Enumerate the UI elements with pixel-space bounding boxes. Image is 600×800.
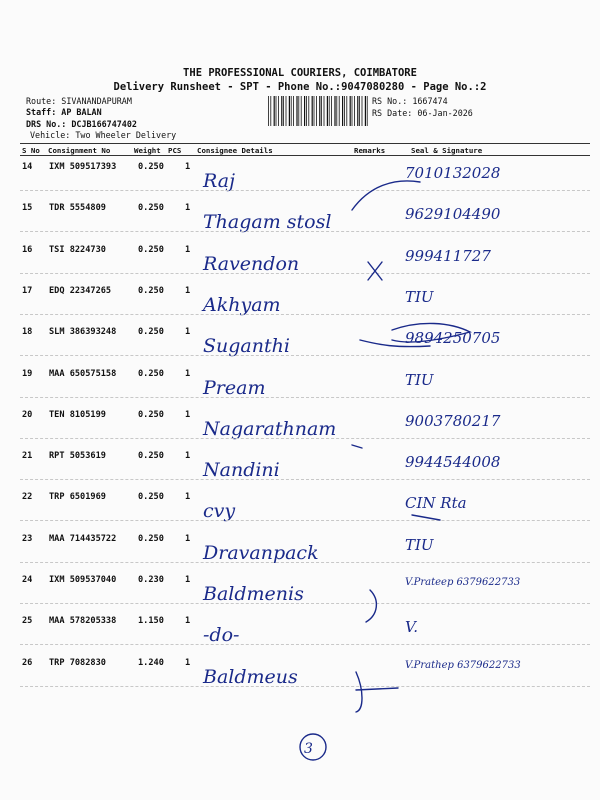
row-pcs: 1 xyxy=(185,533,191,544)
row-pcs: 1 xyxy=(185,451,191,462)
barcode-bar xyxy=(283,96,284,126)
row-weight: 0.250 xyxy=(138,409,164,420)
row-consignment-no: EDQ 22347265 xyxy=(49,285,112,296)
row-signature-handwritten: 9003780217 xyxy=(405,411,501,430)
row-consignment-no: TEN 8105199 xyxy=(49,409,106,420)
row-consignee-handwritten: Akhyam xyxy=(203,293,281,316)
barcode-bar xyxy=(350,96,351,126)
barcode-bar xyxy=(319,96,320,126)
row-consignment-no: SLM 386393248 xyxy=(49,327,117,338)
row-pcs: 1 xyxy=(185,409,191,420)
row-separator xyxy=(20,438,590,439)
barcode-bar xyxy=(339,96,340,126)
page-mark: 3 xyxy=(304,741,313,757)
col-sno: S No xyxy=(22,146,40,155)
row-separator xyxy=(20,355,590,356)
row-signature-handwritten: 9629104490 xyxy=(405,205,501,224)
row-weight: 0.230 xyxy=(138,575,164,585)
row-pcs: 1 xyxy=(185,616,191,627)
row-signature-handwritten: 9944544008 xyxy=(405,453,501,472)
barcode-bar xyxy=(362,96,363,126)
barcode-bar xyxy=(281,96,282,126)
row-weight: 0.250 xyxy=(138,244,164,255)
row-separator xyxy=(20,562,590,563)
row-pcs: 1 xyxy=(185,657,191,668)
col-consignee: Consignee Details xyxy=(197,146,273,155)
row-separator xyxy=(20,644,590,645)
row-weight: 1.240 xyxy=(138,657,164,668)
header-rule-bottom xyxy=(20,155,590,156)
barcode-bar xyxy=(354,96,355,126)
col-seal-signature: Seal & Signature xyxy=(411,146,483,155)
runsheet-subtitle: Delivery Runsheet - SPT - Phone No.:9047080280 - Page No.:2 xyxy=(113,81,487,93)
row-pcs: 1 xyxy=(185,203,191,214)
row-consignee-handwritten: Nagarathnam xyxy=(203,417,337,440)
row-separator xyxy=(20,231,590,232)
barcode-bar xyxy=(296,96,297,126)
row-consignment-no: IXM 509517393 xyxy=(49,162,117,172)
row-consignee-handwritten: Nandini xyxy=(203,459,280,482)
barcode-bar xyxy=(274,96,275,126)
barcode-bar xyxy=(321,96,322,126)
page-circle xyxy=(300,734,326,760)
row-sno: 22 xyxy=(22,492,33,503)
barcode-bar xyxy=(352,96,353,126)
row-pcs: 1 xyxy=(185,162,191,172)
row-sno: 18 xyxy=(22,327,33,338)
row-separator xyxy=(20,603,590,604)
barcode-bar xyxy=(291,96,292,126)
row-consignment-no: TRP 6501969 xyxy=(49,492,106,503)
drs-label: DRS No.: DCJB166747402 xyxy=(26,119,137,129)
row-consignment-no: TSI 8224730 xyxy=(49,244,106,255)
row-consignee-handwritten: Ravendon xyxy=(203,252,300,275)
barcode-bar xyxy=(268,96,269,126)
remark-mark-16 xyxy=(368,262,382,280)
row-signature-handwritten: V.Prateep 6379622733 xyxy=(405,577,521,588)
row-separator xyxy=(20,397,590,398)
row-separator xyxy=(20,479,590,480)
row-sno: 26 xyxy=(22,657,33,668)
row-signature-handwritten: TIU xyxy=(405,287,434,306)
row-sno: 20 xyxy=(22,409,33,420)
row-separator xyxy=(20,314,590,315)
vehicle-label: Vehicle: Two Wheeler Delivery xyxy=(30,130,177,140)
row-consignee-handwritten: Pream xyxy=(203,376,266,399)
row-signature-handwritten: V.Prathep 6379622733 xyxy=(405,659,521,671)
barcode-bar xyxy=(365,96,366,126)
route-label: Route: SIVANANDAPURAM xyxy=(26,96,132,106)
row-consignment-no: MAA 578205338 xyxy=(49,616,117,627)
row-consignee-handwritten: Suganthi xyxy=(203,335,290,358)
row-sno: 14 xyxy=(22,162,33,172)
row-weight: 1.150 xyxy=(138,616,164,627)
row-sno: 16 xyxy=(22,244,33,255)
barcode-bar xyxy=(289,96,290,126)
rs-date: RS Date: 06-Jan-2026 xyxy=(372,108,473,118)
col-remarks: Remarks xyxy=(354,146,386,155)
barcode-bar xyxy=(278,96,279,126)
row-consignment-no: RPT 5053619 xyxy=(49,451,106,462)
row-sno: 19 xyxy=(22,368,33,379)
row-consignment-no: TDR 5554809 xyxy=(49,203,106,214)
row-signature-handwritten: 999411727 xyxy=(405,246,491,265)
row-consignee-handwritten: Baldmeus xyxy=(203,665,298,688)
barcode-bar xyxy=(306,96,307,126)
barcode-bar xyxy=(312,96,313,126)
header-rule-top xyxy=(20,143,590,144)
row-pcs: 1 xyxy=(185,327,191,338)
row-consignment-no: MAA 650575158 xyxy=(49,368,117,379)
row-consignment-no: IXM 509537040 xyxy=(49,575,117,585)
row-weight: 0.250 xyxy=(138,492,164,503)
row-separator xyxy=(20,686,590,687)
row-signature-handwritten: 7010132028 xyxy=(405,164,501,182)
row-signature-handwritten: TIU xyxy=(405,370,434,389)
row-weight: 0.250 xyxy=(138,285,164,296)
barcode-bar xyxy=(359,96,360,126)
row-weight: 0.250 xyxy=(138,533,164,544)
remark-mark-20 xyxy=(352,445,362,448)
bracket-24 xyxy=(366,590,376,622)
row-consignee-handwritten: Baldmenis xyxy=(203,583,304,605)
barcode-bar xyxy=(329,96,330,126)
row-signature-handwritten: V. xyxy=(405,618,418,637)
row-consignee-handwritten: -do- xyxy=(203,624,240,647)
row-sno: 25 xyxy=(22,616,33,627)
row-consignee-handwritten: cvy xyxy=(203,500,236,523)
company-title: THE PROFESSIONAL COURIERS, COIMBATORE xyxy=(183,67,417,79)
row-sno: 15 xyxy=(22,203,33,214)
row-sno: 17 xyxy=(22,285,33,296)
barcode-bar xyxy=(334,96,335,126)
barcode-bar xyxy=(346,96,347,126)
row-consignee-handwritten: Thagam stosl xyxy=(203,211,332,234)
barcode-bar xyxy=(331,96,332,126)
barcode-bar xyxy=(276,96,277,126)
row-sno: 23 xyxy=(22,533,33,544)
col-consignment: Consignment No xyxy=(48,146,111,155)
remark-mark-22 xyxy=(412,515,440,520)
barcode-bar xyxy=(316,96,317,126)
barcode xyxy=(268,96,368,126)
row-separator xyxy=(20,520,590,521)
row-signature-handwritten: 9894250705 xyxy=(405,329,501,348)
barcode-bar xyxy=(293,96,294,126)
barcode-bar xyxy=(308,96,309,126)
row-consignment-no: TRP 7082830 xyxy=(49,657,106,668)
barcode-bar xyxy=(304,96,305,126)
row-separator xyxy=(20,190,590,191)
row-weight: 0.250 xyxy=(138,162,164,172)
row-pcs: 1 xyxy=(185,368,191,379)
barcode-bar xyxy=(298,96,299,126)
barcode-bar xyxy=(327,96,328,126)
row-consignee-handwritten: Dravanpack xyxy=(203,541,319,564)
barcode-bar xyxy=(314,96,315,126)
row-consignment-no: MAA 714435722 xyxy=(49,533,117,544)
row-pcs: 1 xyxy=(185,285,191,296)
row-signature-handwritten: CIN Rta xyxy=(405,494,467,513)
row-weight: 0.250 xyxy=(138,203,164,214)
staff-label: Staff: AP BALAN xyxy=(26,107,102,117)
bracket-26 xyxy=(356,672,398,712)
barcode-bar xyxy=(367,96,368,126)
barcode-bar xyxy=(324,96,325,126)
row-pcs: 1 xyxy=(185,575,191,585)
barcode-bar xyxy=(342,96,343,126)
barcode-bar xyxy=(270,96,271,126)
row-weight: 0.250 xyxy=(138,327,164,338)
col-weight: Weight xyxy=(134,146,161,155)
row-weight: 0.250 xyxy=(138,368,164,379)
row-weight: 0.250 xyxy=(138,451,164,462)
rs-number: RS No.: 1667474 xyxy=(372,96,448,106)
barcode-bar xyxy=(357,96,358,126)
barcode-bar xyxy=(336,96,337,126)
row-consignee-handwritten: Raj xyxy=(203,170,235,192)
row-pcs: 1 xyxy=(185,492,191,503)
row-pcs: 1 xyxy=(185,244,191,255)
barcode-bar xyxy=(286,96,287,126)
barcode-bar xyxy=(301,96,302,126)
row-separator xyxy=(20,273,590,274)
row-sno: 24 xyxy=(22,575,33,585)
row-sno: 21 xyxy=(22,451,33,462)
row-signature-handwritten: TIU xyxy=(405,535,434,554)
barcode-bar xyxy=(344,96,345,126)
col-pcs: PCS xyxy=(168,146,182,155)
